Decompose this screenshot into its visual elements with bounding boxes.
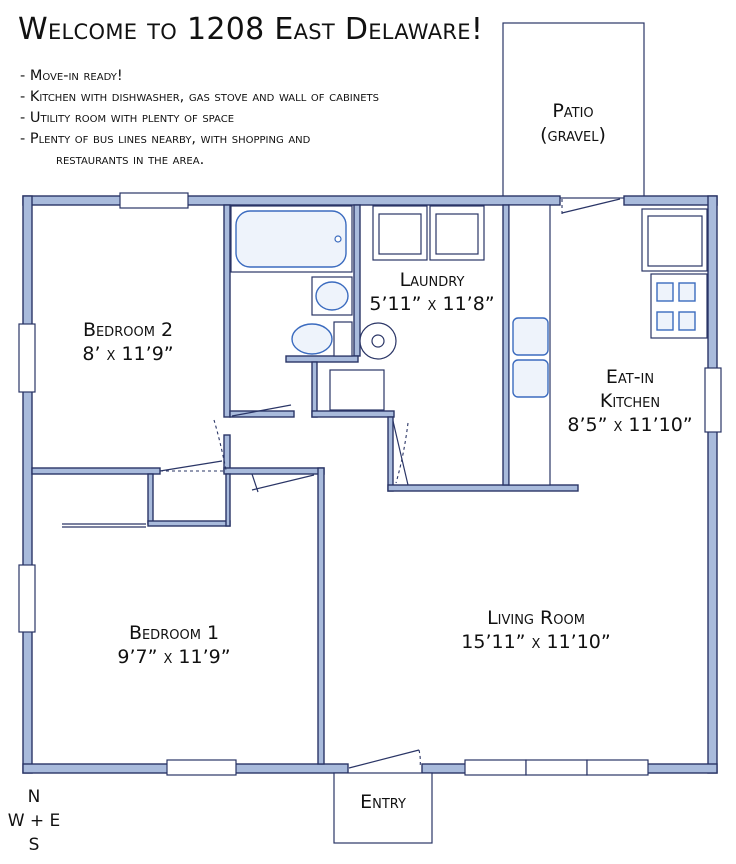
room-label-living	[436, 606, 636, 654]
interior-wall	[224, 205, 230, 417]
window	[120, 193, 188, 208]
toilet	[292, 322, 352, 356]
patio-door	[562, 199, 620, 216]
interior-wall	[226, 474, 230, 526]
feature-item: - Kitchen with dishwasher, gas stove and wall of cabinets	[20, 89, 380, 105]
dryer	[430, 206, 484, 260]
interior-wall	[148, 474, 153, 524]
exterior-wall-right	[708, 196, 717, 773]
bedroom2-door	[160, 461, 224, 471]
bedroom2-name: Bedroom 2	[82, 319, 174, 341]
window	[167, 760, 236, 775]
compass	[0, 785, 68, 857]
room-label-laundry	[362, 268, 502, 316]
entry-door	[349, 750, 420, 768]
exterior-wall-top	[23, 196, 560, 205]
living-name: Living Room	[487, 607, 585, 629]
room-label-kitchen	[560, 365, 700, 437]
bedroom1-size: 9’7” x 11’9”	[117, 646, 231, 668]
interior-wall	[224, 468, 324, 474]
window	[19, 324, 35, 392]
washer	[373, 206, 427, 260]
exterior-wall-top-right	[624, 196, 717, 205]
patio-name: Patio	[552, 100, 594, 122]
bathtub	[231, 206, 352, 272]
interior-wall	[286, 356, 358, 362]
interior-wall	[354, 205, 360, 356]
compass-north: N	[27, 787, 41, 807]
bedroom1-door	[252, 474, 314, 492]
feature-item: - Plenty of bus lines nearby, with shopping and	[20, 131, 311, 147]
room-label-entry	[334, 790, 432, 814]
interior-wall	[312, 411, 394, 417]
window	[526, 760, 587, 775]
kitchen-name-line1: Eat-in	[605, 366, 655, 388]
interior-wall	[388, 417, 393, 491]
laundry-size: 5’11” x 11’8”	[369, 293, 495, 315]
window	[587, 760, 648, 775]
laundry-door	[393, 421, 408, 485]
interior-wall	[224, 435, 230, 472]
page-title: Welcome to 1208 East Delaware!	[18, 12, 484, 47]
compass-south: S	[28, 835, 40, 855]
room-label-bedroom1	[94, 621, 254, 669]
room-label-bedroom2	[48, 318, 208, 366]
living-size: 15’11” x 11’10”	[461, 631, 611, 653]
entry-name: Entry	[360, 791, 406, 813]
laundry-name: Laundry	[399, 269, 465, 291]
feature-item: - Move-in ready!	[20, 68, 123, 84]
interior-wall	[148, 521, 230, 526]
interior-wall	[318, 468, 324, 764]
window	[19, 565, 35, 632]
closet-shelf	[330, 370, 384, 410]
window	[465, 760, 526, 775]
interior-wall	[388, 485, 578, 491]
kitchen-size: 8’5” x 11’10”	[567, 414, 693, 436]
patio-note: (gravel)	[540, 124, 606, 146]
bedroom2-size: 8’ x 11’9”	[82, 343, 174, 365]
closet-sliding-door	[62, 524, 146, 527]
window	[705, 368, 721, 432]
exterior-wall-left	[23, 196, 32, 773]
bedroom1-name: Bedroom 1	[128, 622, 220, 644]
compass-west-east: W + E	[7, 811, 61, 831]
interior-wall	[312, 362, 317, 417]
gas-stove	[651, 274, 707, 338]
bathroom-sink	[312, 277, 352, 315]
room-label-patio	[523, 99, 623, 147]
interior-wall	[503, 205, 509, 485]
kitchen-name-line2: Kitchen	[599, 390, 661, 412]
feature-item: - Utility room with plenty of space	[20, 110, 235, 126]
feature-item-continuation-text: restaurants in the area.	[56, 152, 205, 168]
interior-wall	[32, 468, 160, 474]
refrigerator	[642, 209, 707, 271]
water-heater	[360, 323, 396, 359]
